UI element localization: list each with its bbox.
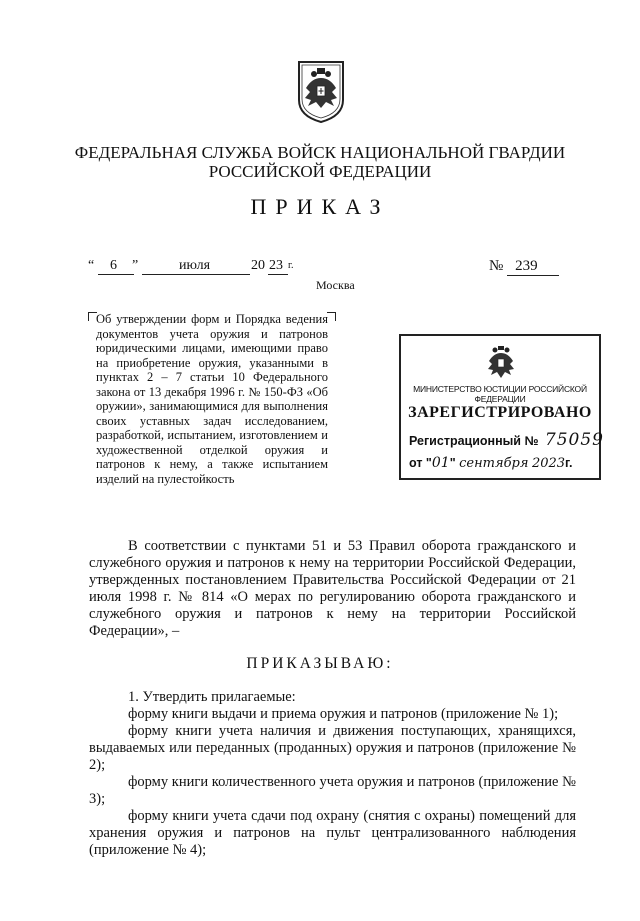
organization-name-line2: РОССИЙСКОЙ ФЕДЕРАЦИИ <box>208 162 432 181</box>
stamp-registration-number <box>409 430 604 450</box>
date-year-suffix: 23 <box>269 258 283 273</box>
reg-date-year: 2023 <box>531 456 566 471</box>
date-year-abbr: г. <box>288 260 294 271</box>
document-number <box>489 258 559 276</box>
organization-name-line1: ФЕДЕРАЛЬНАЯ СЛУЖБА ВОЙСК НАЦИОНАЛЬНОЙ ГВАРДИИ <box>74 143 566 162</box>
preamble-text: В соответствии с пунктами 51 и 53 Правил оборота гражданского и служебного оружия и патронов к нему на территории Российской Федерации, утвержденных постановлением Правительства Российской Федерации от 21 июля 1998 г. № 814 «О мерах по регулированию оборота гражданского и служебного оружия и патронов к нему на территории Российской Федерации», – <box>89 538 576 639</box>
date-close-quote: ” <box>132 258 139 273</box>
reg-date-day: 01 <box>431 455 450 471</box>
document-type-title: ПРИКАЗ <box>250 194 390 219</box>
order-word: ПРИКАЗЫВАЮ: <box>246 655 394 672</box>
stamp-registered: ЗАРЕГИСТРИРОВАНО <box>408 404 592 421</box>
date-day: 6 <box>110 258 117 273</box>
reg-number: 75059 <box>544 430 604 450</box>
date-prefix: от " <box>409 456 432 470</box>
city: Москва <box>316 278 355 292</box>
order-subject: Об утверждении форм и Порядка ведения документов учета оружия и патронов юридическими лицами, имеющими право на приобретение оружия, указанными в пунктах 2 – 7 статьи 10 Федерального закона от 13 декабря 1996 г. № 150-ФЗ «Об оружии», занимающимися для выполнения своих уставных задач исследованием, разработкой, испытанием, изготовлением и художественной отделкой оружия и патронов к нему, а также испытанием изделий на пулестойкость <box>96 312 328 486</box>
number-value: 239 <box>507 258 559 276</box>
item-1: 1. Утвердить прилагаемые: <box>128 689 296 705</box>
number-label: № <box>489 258 504 274</box>
date-sep: " <box>449 456 456 470</box>
list-item: форму книги учета сдачи под охрану (снятия с охраны) помещений для хранения оружия и патронов на пульт централизованного наблюдения (приложение № 4); <box>89 808 576 858</box>
order-items <box>89 689 576 859</box>
date-open-quote: “ <box>88 258 95 273</box>
date-month: июля <box>179 258 211 273</box>
list-item: форму книги учета наличия и движения поступающих, хранящихся, выдаваемых или переданных (проданных) оружия и патронов (приложение № 2); <box>89 723 576 773</box>
coat-of-arms-emblem <box>296 58 346 124</box>
stamp-registration-date <box>409 455 572 471</box>
reg-date-month: сентября <box>459 456 529 471</box>
subject-corner-right <box>327 312 336 321</box>
stamp-ministry: МИНИСТЕРСТВО ЮСТИЦИИ РОССИЙСКОЙ ФЕДЕРАЦИИ <box>413 384 587 404</box>
list-item: форму книги количественного учета оружия и патронов (приложение № 3); <box>89 774 576 807</box>
list-item: форму книги выдачи и приема оружия и патронов (приложение № 1); <box>128 706 559 722</box>
reg-label: Регистрационный № <box>409 434 539 448</box>
date-year-prefix: 20 <box>251 258 265 273</box>
preamble <box>89 538 576 640</box>
registration-stamp <box>399 334 604 480</box>
date-suffix: г. <box>565 456 573 470</box>
stamp-emblem <box>484 343 518 381</box>
